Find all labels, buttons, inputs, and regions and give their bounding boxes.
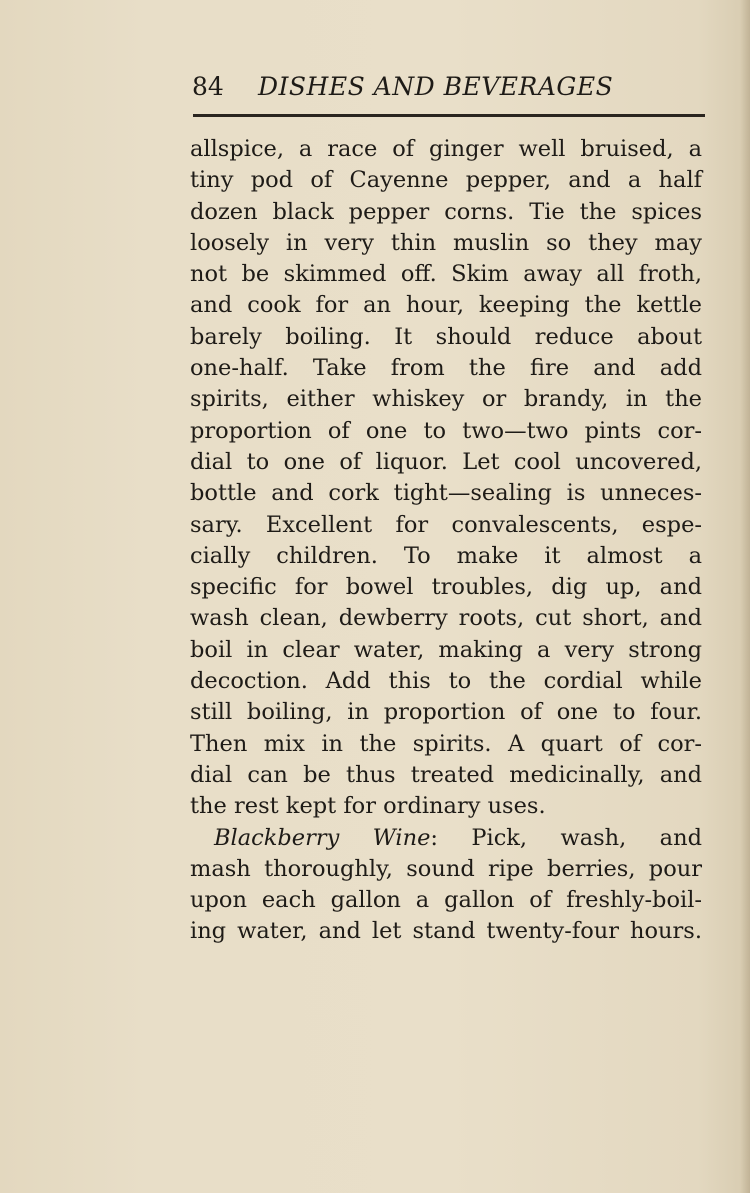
text-line: the rest kept for ordinary uses. — [190, 793, 546, 820]
text-line: upon each gallon a gallon of freshly-boil- — [190, 887, 702, 914]
text-line: dozen black pepper corns. Tie the spices — [190, 198, 702, 225]
text-line: sary. Excellent for convalescents, espe- — [190, 511, 702, 538]
recipe-heading: Blackberry Wine — [214, 824, 431, 851]
text-line: proportion of one to two—two pints cor- — [190, 417, 702, 444]
text-line: bottle and cork tight—sealing is unneces- — [190, 480, 702, 507]
text-line: mash thoroughly, sound ripe berries, pour — [190, 855, 702, 882]
text-line: loosely in very thin muslin so they may — [190, 229, 702, 256]
header-rule — [193, 114, 705, 117]
body-text — [190, 134, 702, 948]
text-line: Then mix in the spirits. A quart of cor- — [190, 730, 702, 757]
text-line: spirits, either whiskey or brandy, in the — [190, 386, 702, 413]
paragraph-blackberry-wine — [190, 823, 702, 948]
text-line — [190, 823, 702, 854]
text-line: tiny pod of Cayenne pepper, and a half — [190, 167, 702, 194]
running-header — [192, 72, 712, 112]
text-line: boil in clear water, making a very strong — [190, 636, 702, 663]
page-edge-shadow — [740, 0, 750, 1193]
text-line: decoction. Add this to the cordial while — [190, 668, 702, 695]
text-line: one-half. Take from the fire and add — [190, 355, 702, 382]
text-line: not be skimmed off. Skim away all froth, — [190, 261, 702, 288]
page-number: 84 — [192, 72, 224, 101]
text-line: and cook for an hour, keeping the kettle — [190, 292, 702, 319]
text-line: cially children. To make it almost a — [190, 542, 702, 569]
text-line: still boiling, in proportion of one to four. — [190, 699, 702, 726]
text-line: dial can be thus treated medicinally, and — [190, 761, 702, 788]
paragraph-cordial — [190, 134, 702, 823]
text-line: barely boiling. It should reduce about — [190, 323, 702, 350]
recipe-heading-rest: : Pick, wash, and — [430, 824, 702, 851]
text-line: wash clean, dewberry roots, cut short, and — [190, 605, 702, 632]
text-line: allspice, a race of ginger well bruised, a — [190, 136, 702, 162]
text-line: dial to one of liquor. Let cool uncovered, — [190, 448, 702, 475]
text-line: specific for bowel troubles, dig up, and — [190, 574, 702, 601]
running-title: DISHES AND BEVERAGES — [258, 72, 614, 101]
text-line: ing water, and let stand twenty-four hours. — [190, 918, 702, 945]
